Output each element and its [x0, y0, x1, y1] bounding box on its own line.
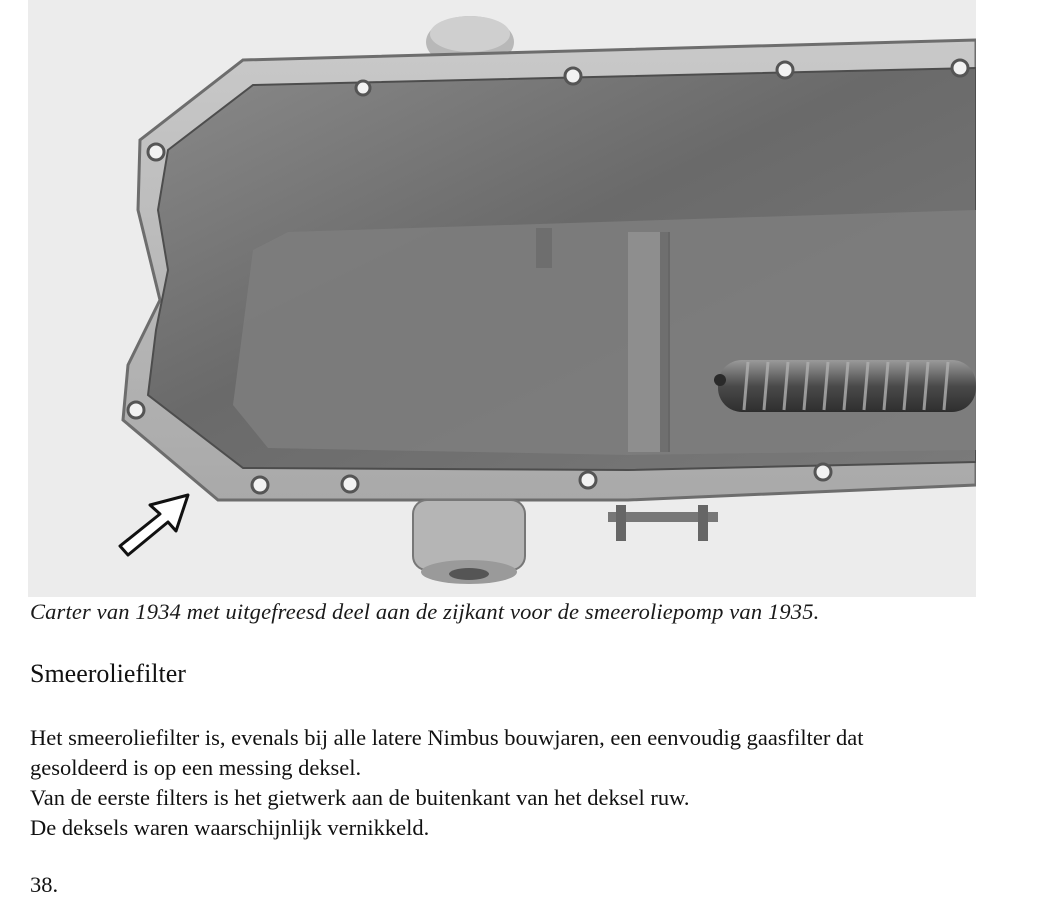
paragraph-line: Van de eerste filters is het gietwerk aan de buitenkant van het deksel ruw.	[30, 785, 690, 810]
paragraph-line: De deksels waren waarschijnlijk vernikkeld.	[30, 815, 430, 840]
paragraph-line: gesoldeerd is op een messing deksel.	[30, 755, 362, 780]
section-body	[30, 723, 1020, 843]
figure-caption: Carter van 1934 met uitgefreesd deel aan de zijkant voor de smeeroliepomp van 1935.	[30, 599, 820, 624]
page-number: 38.	[30, 872, 59, 897]
section-heading: Smeeroliefilter	[30, 659, 186, 688]
paragraph-line: Het smeeroliefilter is, evenals bij alle latere Nimbus bouwjaren, een eenvoudig gaasfilter dat	[30, 725, 864, 750]
carter-oil-pan-photo-icon	[28, 0, 976, 597]
oil-pan-photo	[28, 0, 976, 597]
